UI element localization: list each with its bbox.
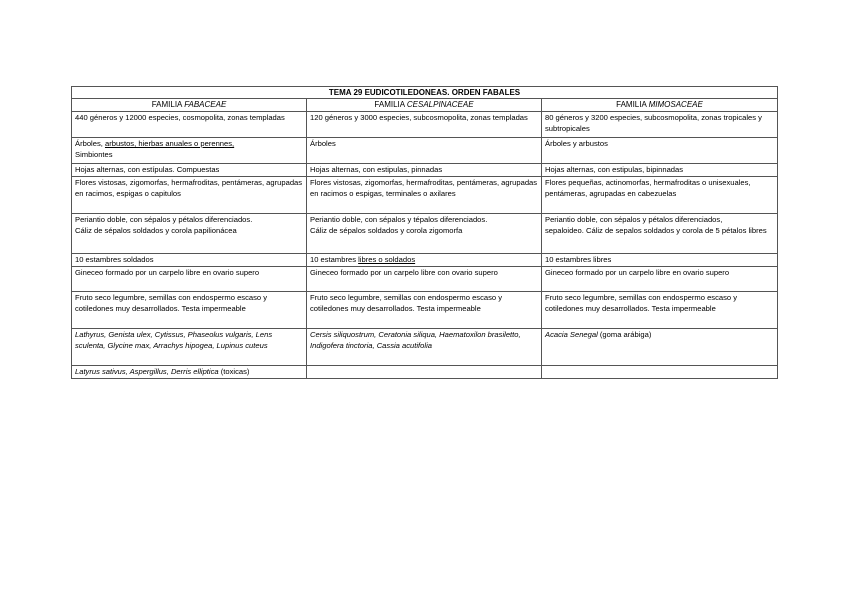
- table-row: [72, 213, 778, 253]
- table-row: [72, 163, 778, 176]
- cell-perianth-mimosaceae: [542, 213, 778, 253]
- species-name: Acacia Senegal: [545, 329, 598, 339]
- perianth-line: Cáliz de sépalos soldados y corola papilionácea: [75, 225, 237, 235]
- cell-fruit-fabaceae: Fruto seco legumbre, semillas con endospermo escaso y cotiledones muy desarrollados. Testa impermeable: [72, 291, 307, 328]
- cell-toxic-mimosaceae: [542, 365, 778, 378]
- cell-species-fabaceae: Lathyrus, Genista ulex, Cytissus, Phaseolus vulgaris, Lens sculenta, Glycine max, Arrachys hipogea, Lupinus cuteus: [72, 328, 307, 365]
- table-row: [72, 176, 778, 213]
- perianth-line: Cáliz de sépalos soldados y corola zigomorfa: [310, 225, 463, 235]
- stamens-underlined: libres o soldados: [358, 254, 416, 264]
- habit-underlined: arbustos, hierbas anuales o perennes,: [104, 138, 235, 148]
- cell-species-mimosaceae: [542, 328, 778, 365]
- table-row: [72, 266, 778, 291]
- cell-species-cesalpinaceae: Cersis siliquostrum, Ceratonia siliqua, Haematoxilon brasiletto, Indigofera tinctoria, Cassia acutifolia: [307, 328, 542, 365]
- family-name: CESALPINACEAE: [406, 100, 474, 110]
- table-row: [72, 253, 778, 266]
- cell-toxic-fabaceae: [72, 365, 307, 378]
- cell-perianth-cesalpinaceae: [307, 213, 542, 253]
- cell-habit-fabaceae: [72, 137, 307, 163]
- stamens-text: 10 estambres: [310, 254, 359, 264]
- perianth-line: Periantio doble, con sépalos y pétalos diferenciados,: [545, 214, 723, 224]
- cell-perianth-fabaceae: [72, 213, 307, 253]
- cell-gynoecium-fabaceae: Gineceo formado por un carpelo libre en ovario supero: [72, 266, 307, 291]
- cell-flowers-fabaceae: Flores vistosas, zigomorfas, hermafroditas, pentámeras, agrupadas en racimos, espigas o capitulos: [72, 176, 307, 213]
- toxic-note: (toxicas): [218, 366, 250, 376]
- table-row: [72, 365, 778, 378]
- family-prefix: FAMILIA: [151, 100, 185, 110]
- cell-gynoecium-mimosaceae: Gineceo formado por un carpelo libre en ovario supero: [542, 266, 778, 291]
- cell-fruit-cesalpinaceae: Fruto seco legumbre, semillas con endospermo escaso y cotiledones muy desarrollados. Testa impermeable: [307, 291, 542, 328]
- cell-distribution-mimosaceae: 80 géneros y 3200 especies, subcosmopolita, zonas tropicales y subtropicales: [542, 111, 778, 137]
- perianth-line: sepaloideo. Cáliz de sepalos soldados y corola de 5 pétalos libres: [545, 225, 767, 235]
- title-row: [72, 87, 778, 99]
- family-header-fabaceae: [72, 99, 307, 111]
- cell-toxic-cesalpinaceae: [307, 365, 542, 378]
- cell-stamens-fabaceae: 10 estambres soldados: [72, 253, 307, 266]
- cell-leaves-fabaceae: Hojas alternas, con estípulas. Compuestas: [72, 163, 307, 176]
- cell-gynoecium-cesalpinaceae: Gineceo formado por un carpelo libre con ovario supero: [307, 266, 542, 291]
- cell-distribution-fabaceae: 440 géneros y 12000 especies, cosmopolita, zonas templadas: [72, 111, 307, 137]
- toxic-species: Latyrus sativus, Aspergillus, Derris elliptica: [75, 366, 219, 376]
- cell-stamens-mimosaceae: 10 estambres libres: [542, 253, 778, 266]
- perianth-line: Periantio doble, con sépalos y pétalos diferenciados.: [75, 214, 253, 224]
- table-row: [72, 291, 778, 328]
- species-note: (goma arábiga): [597, 329, 652, 339]
- table-row: [72, 111, 778, 137]
- cell-habit-mimosaceae: Árboles y arbustos: [542, 137, 778, 163]
- family-header-row: [72, 99, 778, 111]
- habit-text: Árboles,: [75, 138, 105, 148]
- perianth-line: Periantio doble, con sépalos y tépalos diferenciados.: [310, 214, 488, 224]
- cell-leaves-mimosaceae: Hojas alternas, con estipulas, bipinnadas: [542, 163, 778, 176]
- family-prefix: FAMILIA: [374, 100, 407, 110]
- family-prefix: FAMILIA: [616, 100, 649, 110]
- cell-habit-cesalpinaceae: Árboles: [307, 137, 542, 163]
- family-name: FABACEAE: [184, 100, 227, 110]
- family-name: MIMOSACEAE: [648, 100, 703, 110]
- table-row: [72, 137, 778, 163]
- cell-leaves-cesalpinaceae: Hojas alternas, con estipulas, pinnadas: [307, 163, 542, 176]
- cell-stamens-cesalpinaceae: [307, 253, 542, 266]
- table-title: TEMA 29 EUDICOTILEDONEAS. ORDEN FABALES: [72, 87, 778, 99]
- cell-flowers-cesalpinaceae: Flores vistosas, zigomorfas, hermafroditas, pentámeras, agrupadas en racimos o espigas, terminales o axilares: [307, 176, 542, 213]
- cell-distribution-cesalpinaceae: 120 géneros y 3000 especies, subcosmopolita, zonas templadas: [307, 111, 542, 137]
- cell-flowers-mimosaceae: Flores pequeñas, actinomorfas, hermafroditas o unisexuales, pentámeras, agrupadas en cabezuelas: [542, 176, 778, 213]
- fabales-table: [71, 86, 778, 379]
- habit-symbionts: Simbiontes: [75, 149, 113, 159]
- family-header-mimosaceae: [542, 99, 778, 111]
- family-header-cesalpinaceae: [307, 99, 542, 111]
- table-row: [72, 328, 778, 365]
- cell-fruit-mimosaceae: Fruto seco legumbre, semillas con endospermo escaso y cotiledones muy desarrollados. Testa impermeable: [542, 291, 778, 328]
